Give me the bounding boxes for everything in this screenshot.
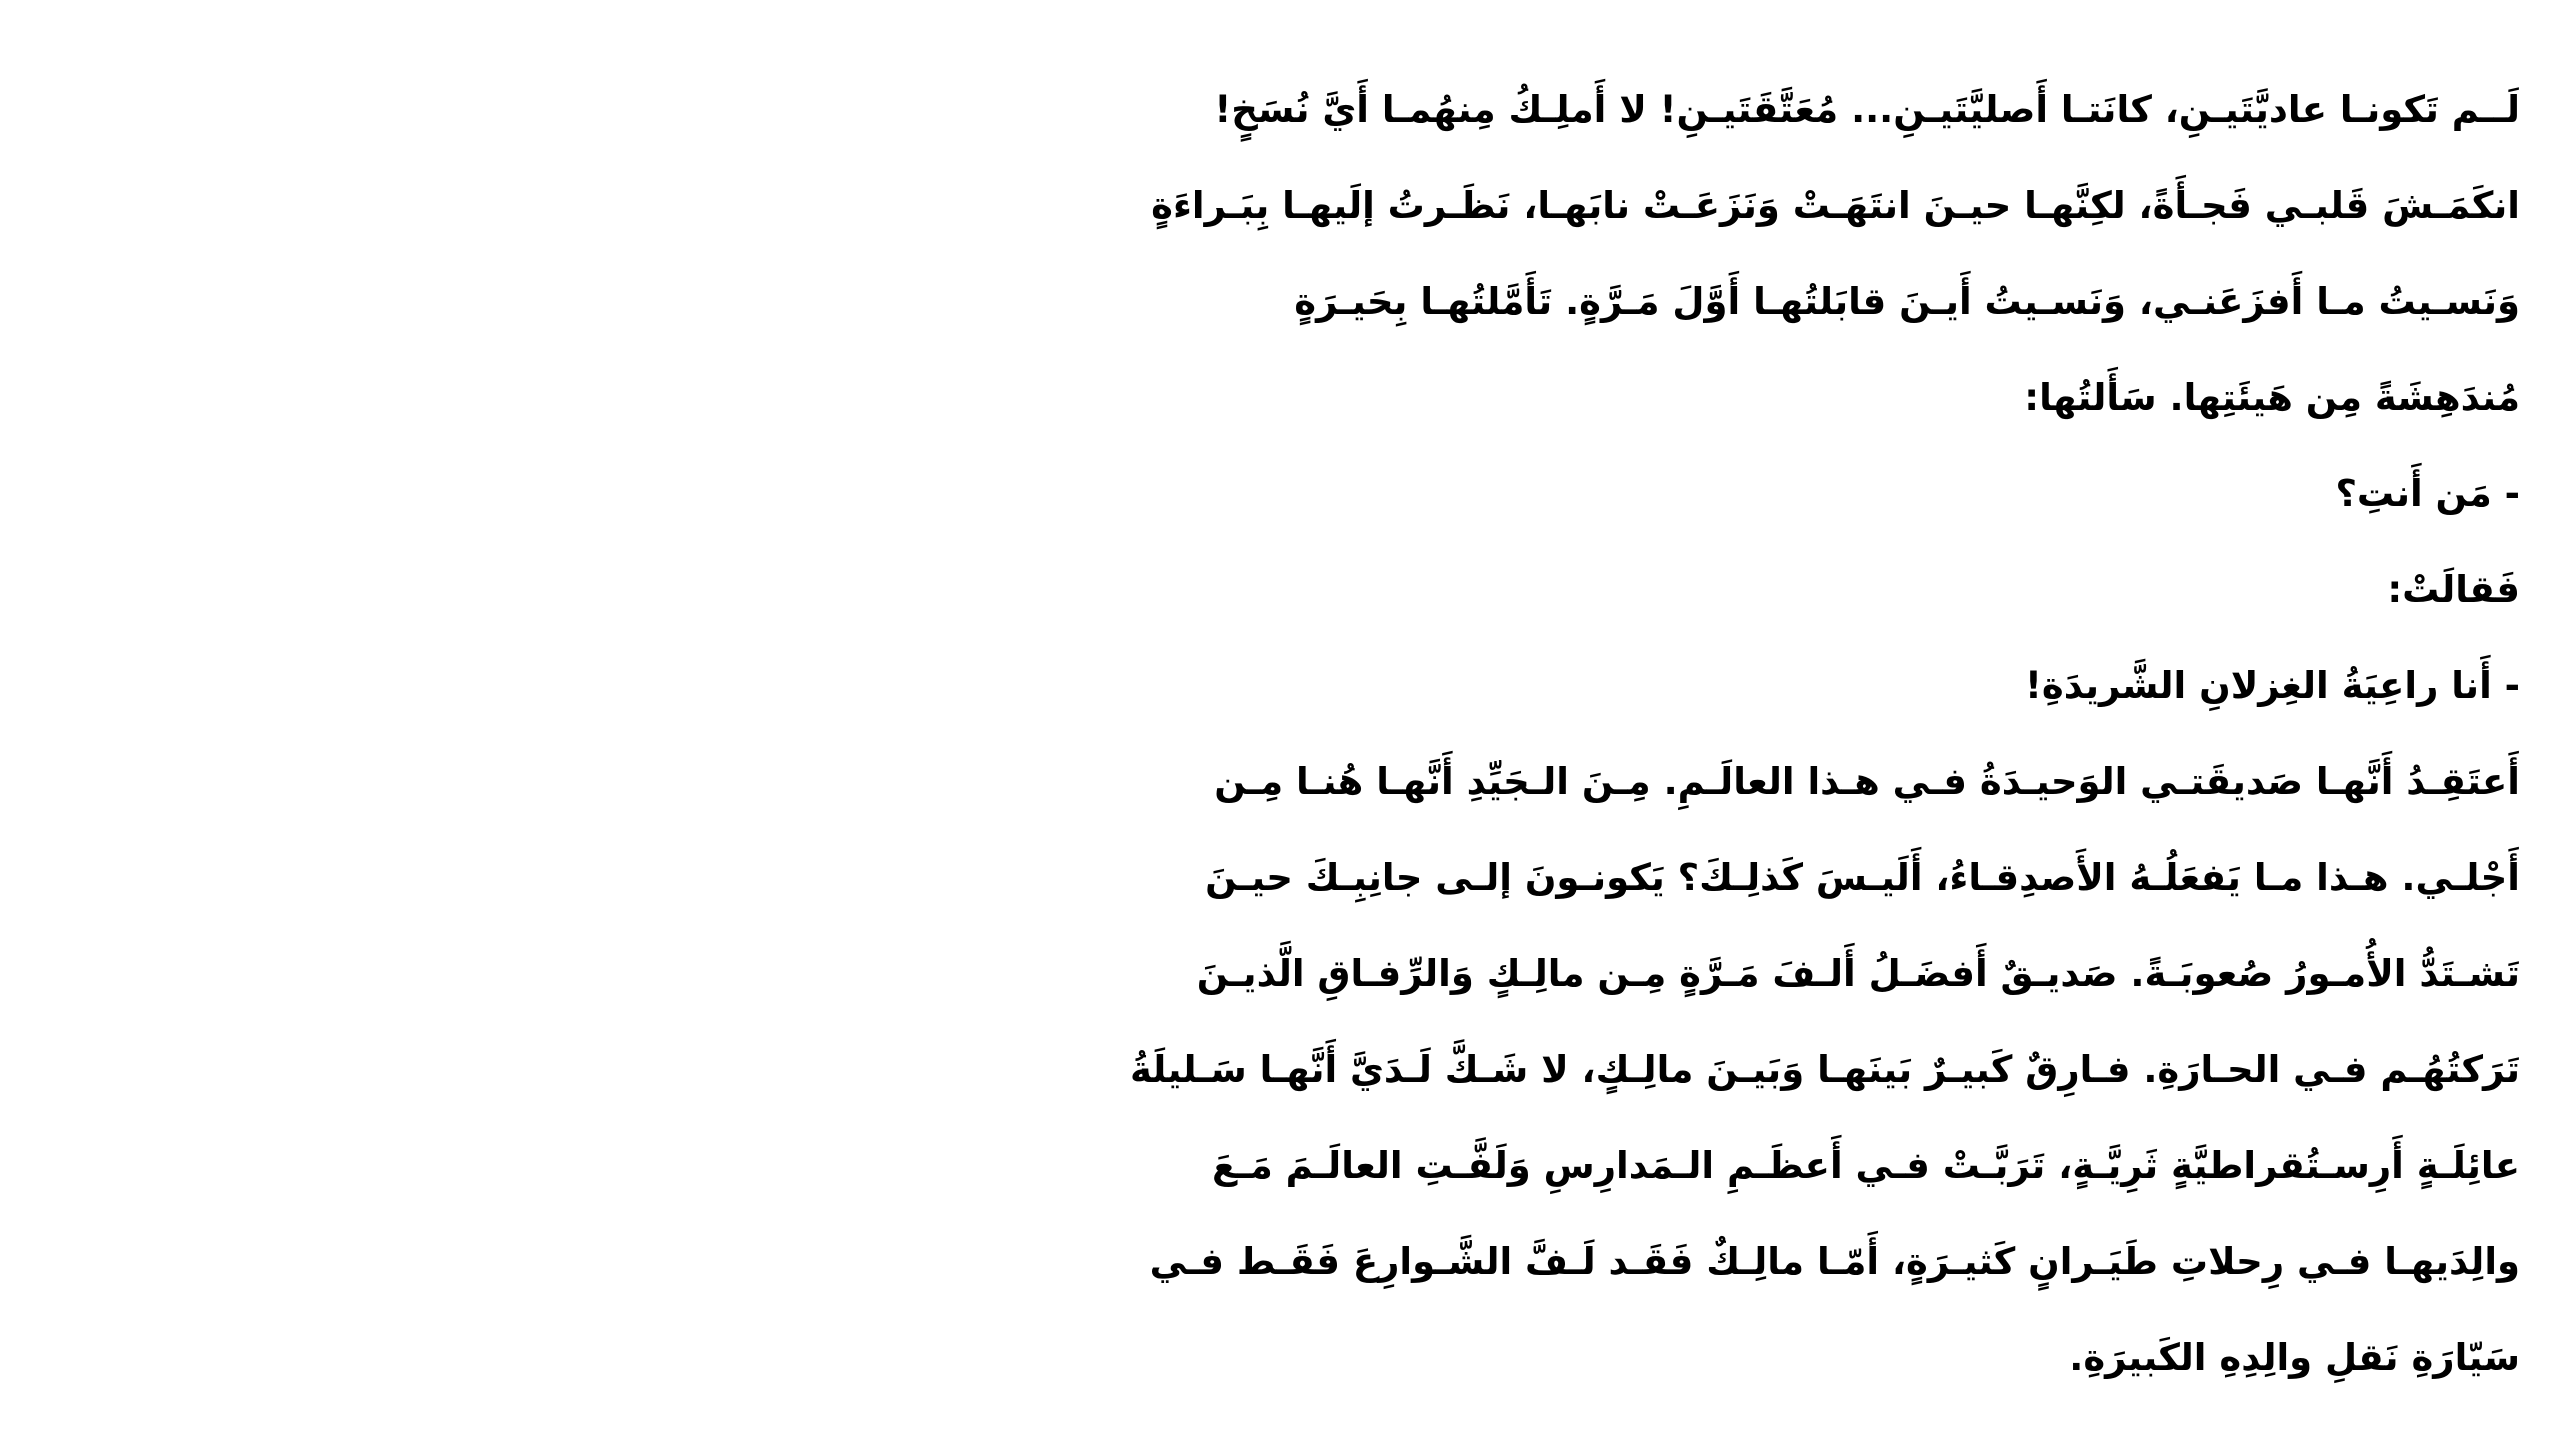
text-line-13: والِدَيهـا فـي رِحلاتِ طَيَـرانٍ كَثيـرَةٍ، أَمّـا مالِـكٌ فَقَـد لَـفَّ الشَّـوارِعَ فَقَـط فـي xyxy=(1149,1240,2520,1283)
text-line-11: تَرَكتُهُـم فـي الحـارَةِ. فـارِقٌ كَبيـرٌ بَينَهـا وَبَيـنَ مالِـكٍ، لا شَـكَّ لَـدَيَّ أَنَّهـا سَـليلَةُ xyxy=(1129,1048,2520,1091)
text-line-6: فَقالَتْ: xyxy=(2387,568,2520,611)
dialogue-line-answer: - أَنا راعِيَةُ الغِزلانِ الشَّريدَةِ! xyxy=(2025,664,2520,707)
arabic-text-block xyxy=(1129,62,2520,1406)
text-line-1: لَــم تَكونـا عاديَّتَيـنِ، كانَتـا أَصليَّتَيـنِ... مُعَتَّقَتَيـنِ! لا أَملِـكُ مِنهُمـا أَيَّ نُسَخٍ! xyxy=(1214,88,2520,131)
text-line-14: سَيّارَةِ نَقلِ والِدِهِ الكَبيرَةِ. xyxy=(2069,1336,2520,1379)
text-line-12: عائِلَـةٍ أَرِسـتُقراطيَّةٍ ثَرِيَّـةٍ، تَرَبَّـتْ فـي أَعظَـمِ الـمَدارِسِ وَلَفَّـتِ العالَـمَ مَـعَ xyxy=(1211,1144,2520,1187)
text-line-8: أَعتَقِـدُ أَنَّهـا صَديقَتـي الوَحيـدَةُ فـي هـذا العالَـمِ. مِـنَ الـجَيِّدِ أَنَّهـا هُنـا مِـن xyxy=(1214,760,2520,803)
text-line-2: انكَمَـشَ قَلبـي فَجـأَةً، لكِنَّهـا حيـنَ انتَهَـتْ وَنَزَعَـتْ نابَهـا، نَظَـرتُ إلَيهـا بِبَـراءَةٍ xyxy=(1151,184,2520,227)
text-line-10: تَشـتَدُّ الأُمـورُ صُعوبَـةً. صَديـقٌ أَفضَـلُ أَلـفَ مَـرَّةٍ مِـن مالِـكٍ وَالرِّفـاقِ الَّذيـنَ xyxy=(1196,952,2520,995)
text-line-3: وَنَسـيتُ مـا أَفزَعَنـي، وَنَسـيتُ أَيـنَ قابَلتُهـا أَوَّلَ مَـرَّةٍ. تَأَمَّلتُهـا بِحَيـرَةٍ xyxy=(1294,280,2520,323)
text-line-4: مُندَهِشَةً مِن هَيئَتِها. سَأَلتُها: xyxy=(2024,376,2520,419)
text-line-9: أَجْلـي. هـذا مـا يَفعَلُـهُ الأَصدِقـاءُ، أَلَيـسَ كَذلِـكَ؟ يَكونـونَ إلـى جانِبِـكَ حيـنَ xyxy=(1205,856,2520,899)
dialogue-line-question: - مَن أَنتِ؟ xyxy=(2335,472,2520,515)
